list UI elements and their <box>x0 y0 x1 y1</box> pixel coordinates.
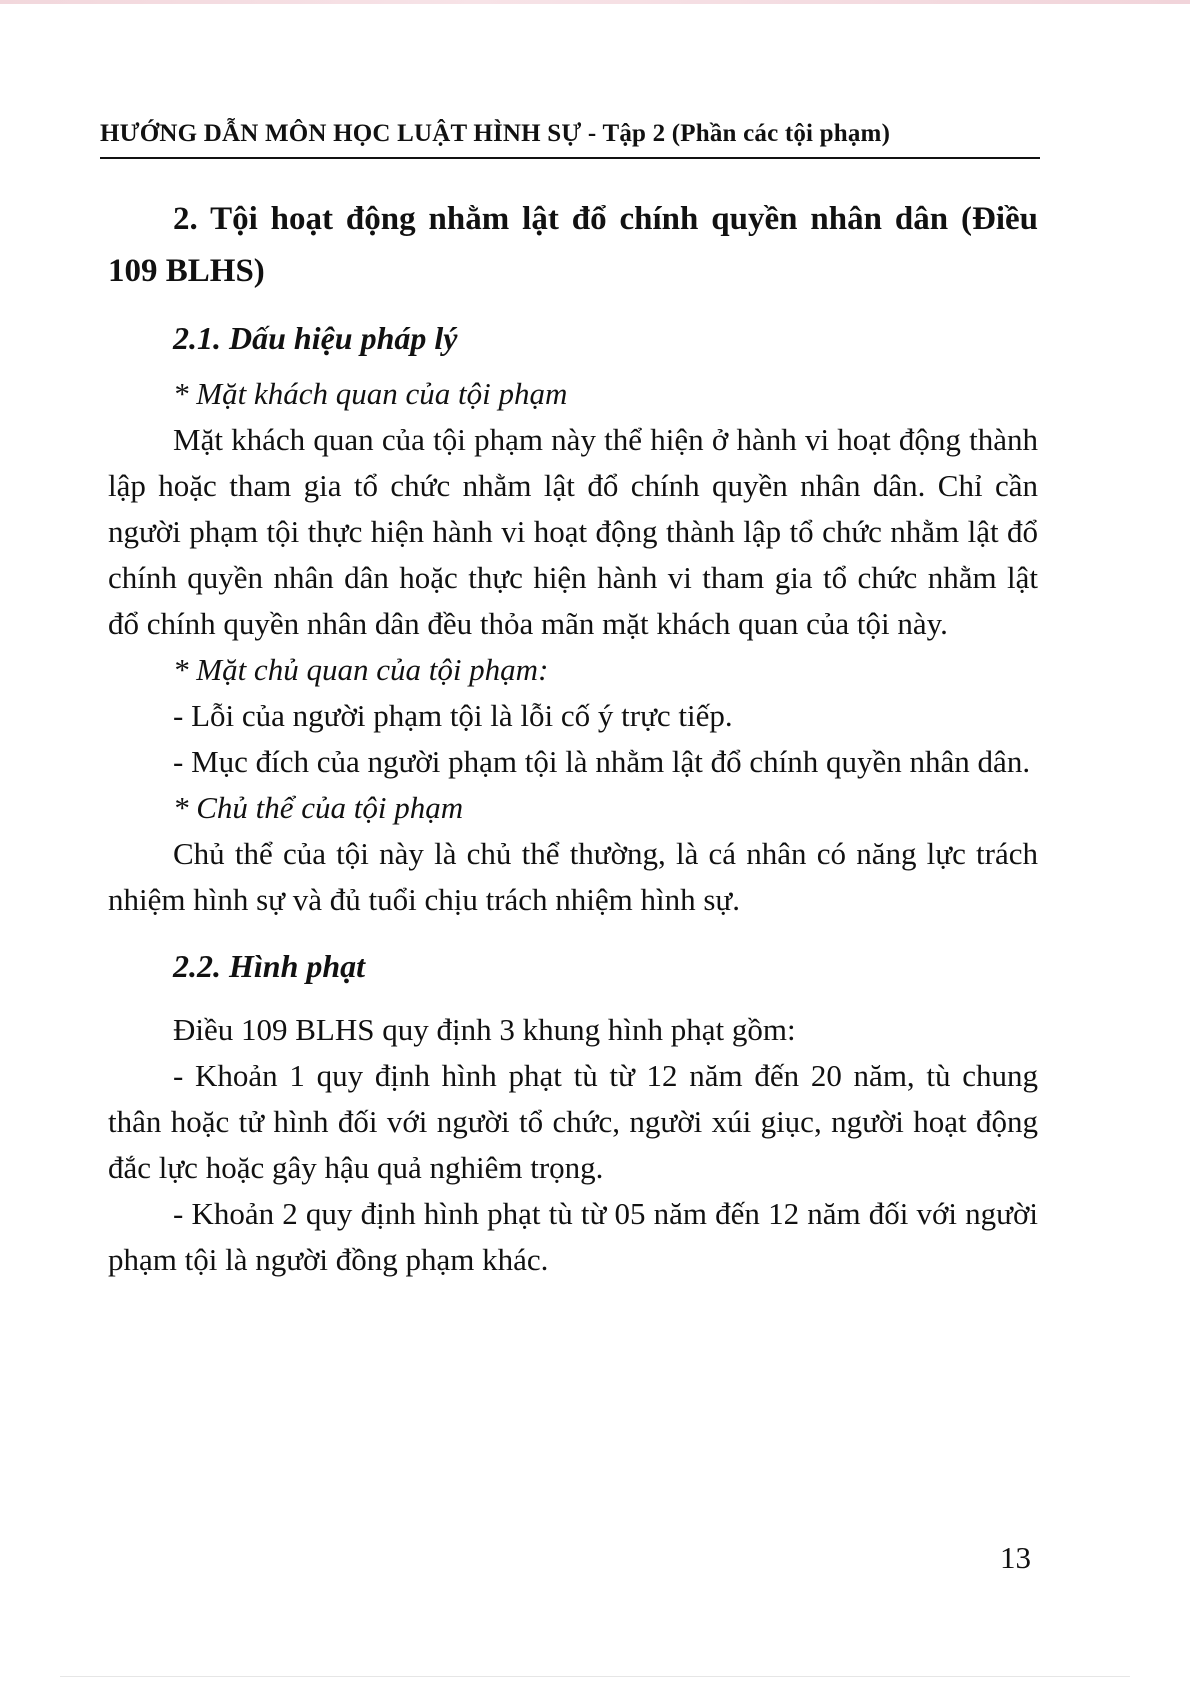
objective-heading: * Mặt khách quan của tội phạm <box>173 376 568 411</box>
header-rule <box>100 157 1040 159</box>
penalty-item: - Khoản 2 quy định hình phạt tù từ 05 năm đến 12 năm đối với người phạm tội là người đồng phạm khác. <box>108 1196 1038 1277</box>
subject-heading: * Chủ thể của tội phạm <box>173 790 464 825</box>
subsection-title-legal-signs: 2.1. Dấu hiệu pháp lý <box>173 320 458 356</box>
penalty-intro: Điều 109 BLHS quy định 3 khung hình phạt gồm: <box>173 1012 796 1047</box>
running-header: HƯỚNG DẪN MÔN HỌC LUẬT HÌNH SỰ - Tập 2 (Phần các tội phạm) <box>100 120 891 147</box>
page-top-edge <box>0 0 1190 4</box>
page-number: 13 <box>1000 1540 1031 1575</box>
page-body <box>108 193 1038 1283</box>
penalty-item: - Khoản 1 quy định hình phạt tù từ 12 năm đến 20 năm, tù chung thân hoặc tử hình đối với người tổ chức, người xúi giục, người hoạt động đắc lực hoặc gây hậu quả nghiêm trọng. <box>108 1058 1038 1185</box>
subjective-item: - Lỗi của người phạm tội là lỗi cố ý trực tiếp. <box>173 698 733 733</box>
subjective-heading: * Mặt chủ quan của tội phạm: <box>173 652 549 687</box>
subjective-item: - Mục đích của người phạm tội là nhằm lật đổ chính quyền nhân dân. <box>173 744 1031 779</box>
subsection-title-penalty: 2.2. Hình phạt <box>173 948 366 984</box>
page-bottom-edge <box>60 1676 1130 1677</box>
objective-paragraph: Mặt khách quan của tội phạm này thể hiện ở hành vi hoạt động thành lập hoặc tham gia tổ chức nhằm lật đổ chính quyền nhân dân. Chỉ cần người phạm tội thực hiện hành vi hoạt động thành lập tổ chức nhằm lật đổ chính quyền nhân dân hoặc thực hiện hành vi tham gia tổ chức nhằm lật đổ chính quyền nhân dân đều thỏa mãn mặt khách quan của tội này. <box>108 422 1038 641</box>
section-title: 2. Tội hoạt động nhằm lật đổ chính quyền nhân dân (Điều 109 BLHS) <box>108 201 1038 289</box>
subject-paragraph: Chủ thể của tội này là chủ thể thường, là cá nhân có năng lực trách nhiệm hình sự và đủ tuổi chịu trách nhiệm hình sự. <box>108 836 1038 917</box>
